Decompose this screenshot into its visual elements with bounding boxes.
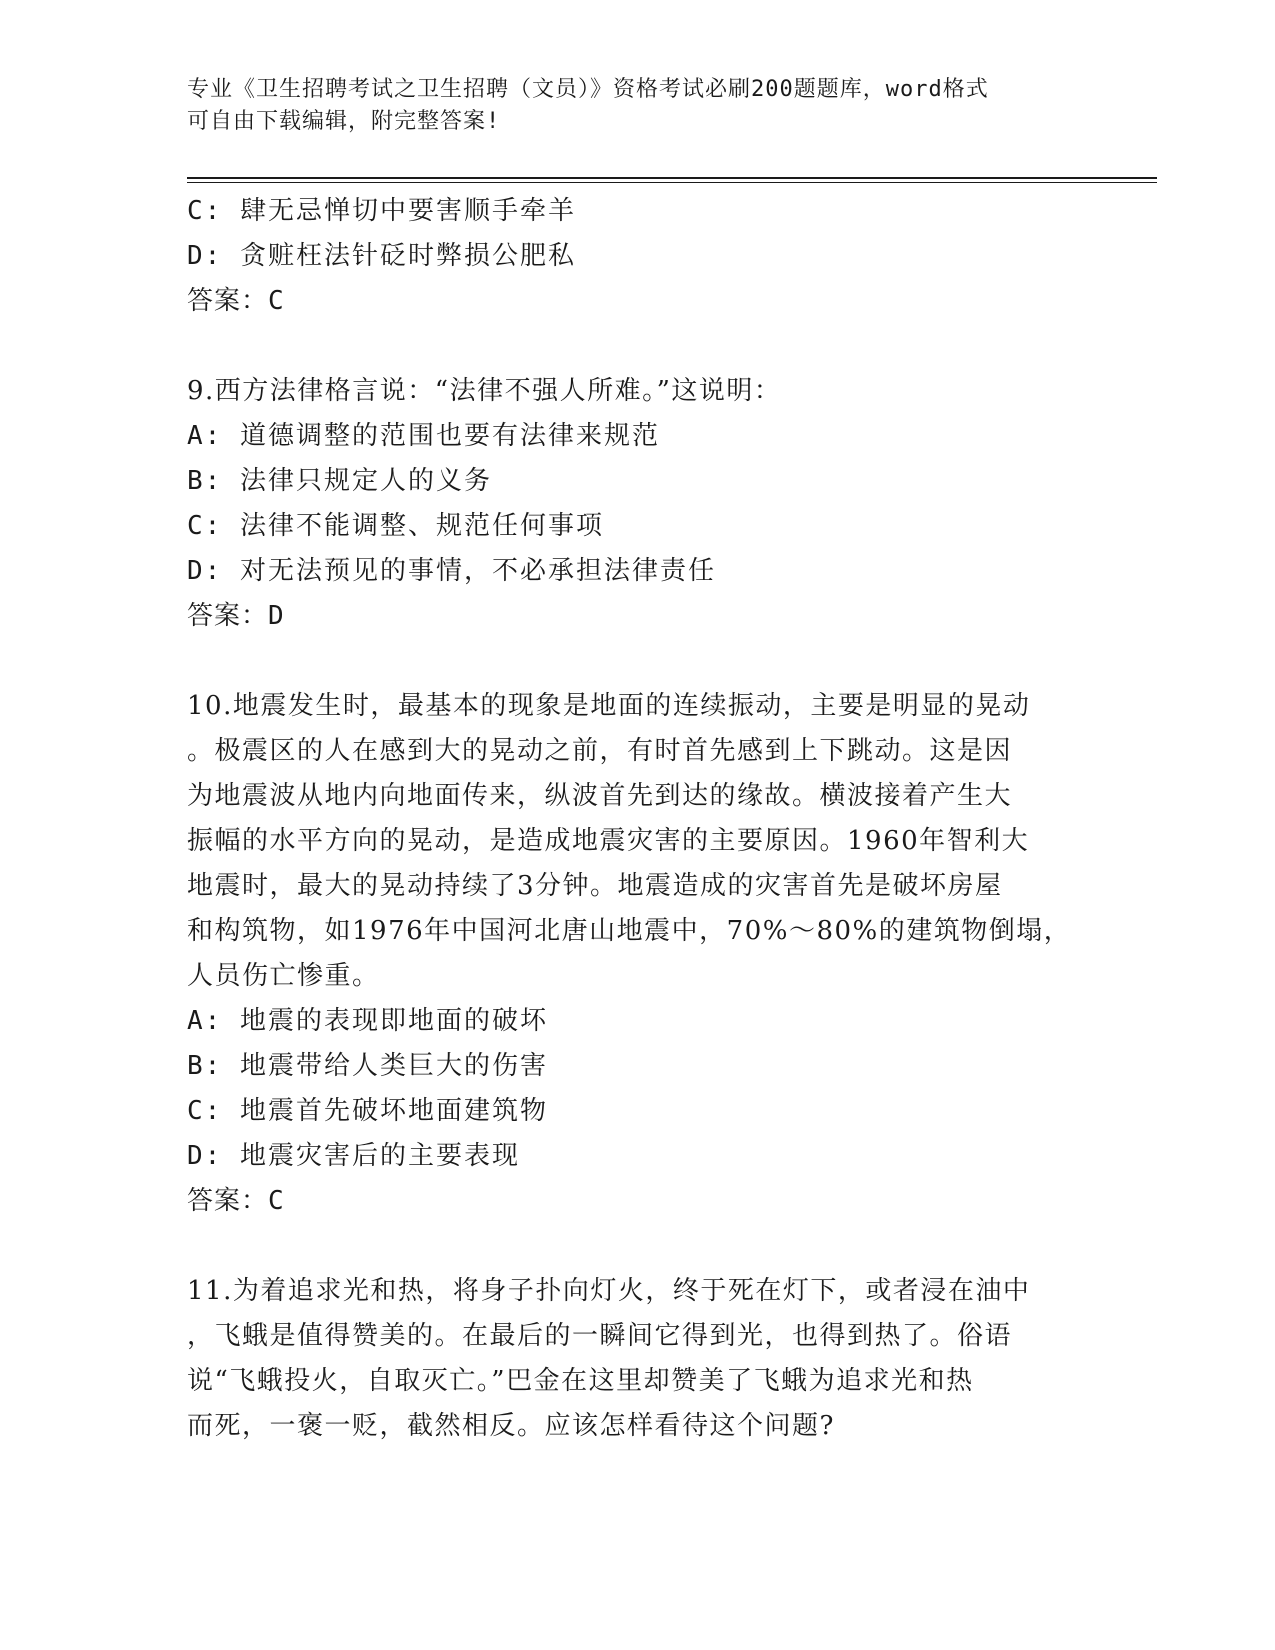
question-stem-line: ，飞蛾是值得赞美的。在最后的一瞬间它得到光，也得到热了。俗语: [187, 1321, 1013, 1351]
question-stem-line: 10.地震发生时，最基本的现象是地面的连续振动，主要是明显的晃动: [187, 691, 1031, 721]
question-stem-line: 为地震波从地内向地面传来，纵波首先到达的缘故。横波接着产生大: [187, 781, 1013, 811]
spacer: [187, 1224, 1087, 1269]
question-stem: [187, 684, 1087, 999]
question-stem-line: 地震时，最大的晃动持续了3分钟。地震造成的灾害首先是破坏房屋: [187, 871, 1003, 901]
question-block-prev: [187, 189, 1087, 324]
question-stem: [187, 1269, 1087, 1449]
question-stem-line: 。极震区的人在感到大的晃动之前，有时首先感到上下跳动。这是因: [187, 736, 1013, 766]
question-block-9: [187, 369, 1087, 639]
spacer: [187, 639, 1087, 684]
option-d: D: 对无法预见的事情，不必承担法律责任: [187, 556, 716, 586]
option-c: C: 地震首先破坏地面建筑物: [187, 1096, 548, 1126]
question-block-11: [187, 1269, 1087, 1449]
option-b: B: 法律只规定人的义务: [187, 466, 492, 496]
header-divider: [187, 177, 1157, 179]
header-divider-thin: [187, 182, 1157, 183]
option-b: B: 地震带给人类巨大的伤害: [187, 1051, 548, 1081]
question-stem-line: 说“飞蛾投火，自取灭亡。”巴金在这里却赞美了飞蛾为追求光和热: [187, 1366, 974, 1396]
header-title-line-2: 可自由下载编辑，附完整答案!: [187, 109, 501, 134]
header-title-line-1: 专业《卫生招聘考试之卫生招聘（文员）》资格考试必刷200题题库，word格式: [187, 77, 989, 102]
question-stem-line: 9.西方法律格言说：“法律不强人所难。”这说明：: [187, 376, 782, 406]
answer-line: 答案：C: [187, 1186, 285, 1216]
page-header: [187, 74, 1087, 138]
answer-line: 答案：D: [187, 601, 285, 631]
option-d: D: 贪赃枉法针砭时弊损公肥私: [187, 241, 576, 271]
option-c: C: 肆无忌惮切中要害顺手牵羊: [187, 196, 576, 226]
answer-line: 答案：C: [187, 286, 285, 316]
document-body: [187, 189, 1087, 1449]
question-stem-line: 振幅的水平方向的晃动，是造成地震灾害的主要原因。1960年智利大: [187, 826, 1030, 856]
option-a: A: 道德调整的范围也要有法律来规范: [187, 421, 660, 451]
question-stem-line: 11.为着追求光和热，将身子扑向灯火，终于死在灯下，或者浸在油中: [187, 1276, 1031, 1306]
question-block-10: [187, 684, 1087, 1224]
question-stem-line: 和构筑物，如1976年中国河北唐山地震中，70%～80%的建筑物倒塌，: [187, 916, 1072, 946]
question-stem-line: 而死，一褒一贬，截然相反。应该怎样看待这个问题?: [187, 1411, 835, 1441]
option-d: D: 地震灾害后的主要表现: [187, 1141, 520, 1171]
option-c: C: 法律不能调整、规范任何事项: [187, 511, 604, 541]
option-a: A: 地震的表现即地面的破坏: [187, 1006, 548, 1036]
question-stem: [187, 369, 1087, 414]
question-stem-line: 人员伤亡惨重。: [187, 961, 380, 991]
spacer: [187, 324, 1087, 369]
